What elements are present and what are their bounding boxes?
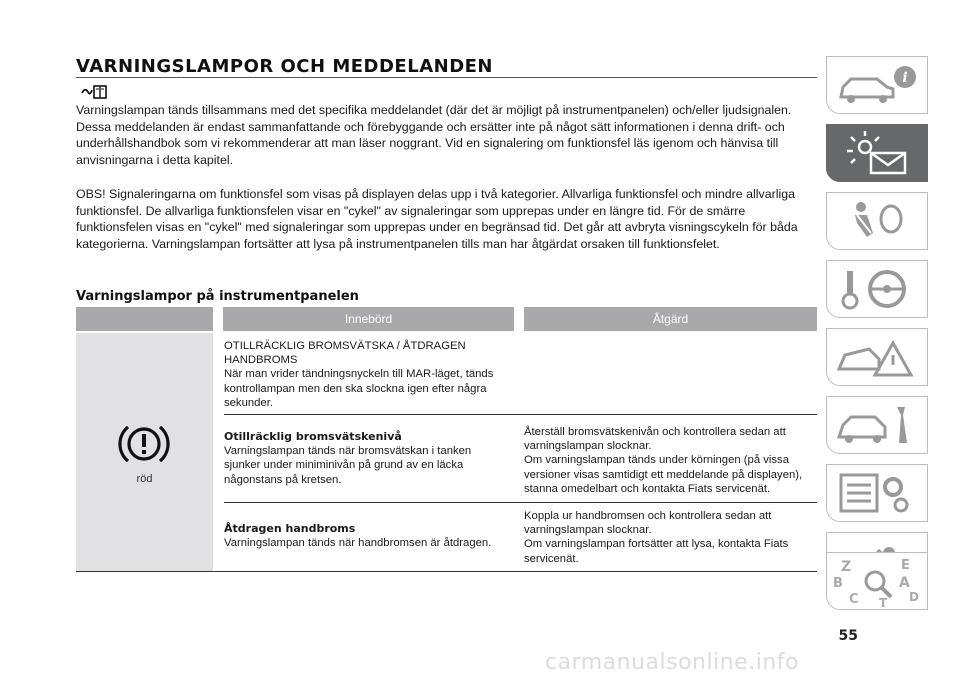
page-title: VARNINGSLAMPOR OCH MEDDELANDEN — [76, 56, 493, 77]
row-action — [524, 425, 819, 496]
alphabetical-index-icon — [827, 553, 927, 609]
index-letter: B — [833, 576, 843, 591]
header-meaning: Innebörd — [344, 312, 393, 326]
index-letter: T — [879, 596, 888, 609]
row-action-line: servicenät. — [524, 552, 579, 565]
header-action: Åtgärd — [652, 312, 689, 326]
tab-index[interactable] — [826, 552, 928, 610]
technical-data-icon — [827, 465, 927, 521]
row-action-line: Om varningslampan tänds under körningen (på vissa — [524, 454, 789, 467]
row-divider — [224, 502, 817, 503]
row-action-line: stanna omedelbart och kontakta Fiats servicenät. — [524, 482, 771, 495]
obs-paragraph: OBS! Signaleringarna om funktionsfel som visas på displayen delas upp i två kategorier. Allvarliga funktionsfel och mindre allvarliga funktionsfel. De allvarliga funktionsfelen visar en "cykel" av signaleringar som upprepas under en längre tid. För de smärre funktionsfelen visas en "cykel" med signaleringar som upprepas under en begränsad tid. Det går att avbryta visningscykeln för båda kategorierna. Varningslampan fortsätter att lysa på instrumentpanelen tills man har åtgärdat orsaken till funktionsfelet. — [76, 187, 798, 251]
row-divider — [224, 414, 817, 415]
row-action-line: varningslampan slocknar. — [524, 524, 652, 537]
key-steering-wheel-icon — [827, 261, 927, 317]
row-meaning-line: När man vrider tändningsnyckeln till MAR-läget, tänds — [224, 368, 494, 381]
row-action-line: Koppla ur handbromsen och kontrollera sedan att — [524, 510, 772, 522]
warning-light-message-icon — [827, 125, 927, 181]
row-meaning-line: OTILLRÄCKLIG BROMSVÄTSKA / ÅTDRAGEN — [224, 340, 466, 352]
index-letter: D — [909, 590, 919, 604]
row-action-line: versioner visas samtidigt ett meddelande på displayen), — [524, 468, 803, 481]
header-separator — [213, 307, 223, 331]
row-action-line: Om varningslampan fortsätter att lysa, kontakta Fiats — [524, 538, 789, 551]
index-letter: A — [899, 575, 910, 591]
watermark: carmanualsonline.info — [545, 650, 799, 675]
row-meaning-title: Åtdragen handbroms — [224, 522, 356, 535]
tab-maintenance[interactable] — [826, 396, 928, 454]
row-meaning-line: sekunder. — [224, 396, 273, 409]
row-action — [524, 509, 819, 566]
tab-warning-lights[interactable] — [826, 124, 928, 182]
row-action-line: varningslampan slocknar. — [524, 440, 652, 453]
index-letter: E — [901, 558, 910, 573]
brake-warning-icon — [114, 421, 174, 467]
row-meaning-line: HANDBROMS — [224, 354, 298, 367]
section-title: Varningslampor på instrumentpanelen — [76, 289, 359, 304]
table-row — [224, 430, 514, 487]
row-meaning-title: Otillräcklig bromsvätskenivå — [224, 430, 402, 443]
svg-text:i: i — [902, 70, 908, 86]
airbag-seatbelt-icon — [827, 193, 927, 249]
car-emergency-icon — [827, 329, 927, 385]
row-meaning-line: Varningslampan tänds när handbromsen är åtdragen. — [224, 537, 492, 550]
table-row — [224, 339, 514, 410]
index-letter: Z — [841, 559, 852, 575]
lamp-color-label: röd — [136, 473, 153, 485]
lamp-cell — [76, 333, 213, 571]
tab-technical-data[interactable] — [826, 464, 928, 522]
row-action-line: Återställ bromsvätskenivån och kontrollera sedan att — [524, 426, 786, 438]
table-bottom-rule — [76, 571, 817, 572]
car-maintenance-icon — [827, 397, 927, 453]
tab-emergency[interactable] — [826, 328, 928, 386]
header-separator — [514, 307, 524, 331]
index-letter: C — [849, 592, 859, 607]
tab-safety[interactable] — [826, 192, 928, 250]
row-meaning-line: kontrollampan men den ska slockna igen efter några — [224, 382, 487, 395]
table-row — [224, 522, 514, 550]
row-meaning-line: Varningslampan tänds när bromsvätskan i tanken — [224, 445, 472, 458]
car-info-icon — [827, 57, 927, 113]
intro-paragraph: Varningslampan tänds tillsammans med det specifika meddelandet (där det är möjligt på instrumentpanelen) och/eller ljudsignalen. Dessa meddelanden är endast sammanfattande och förebyggande och ersätter inte på något sätt informationen i denna drift- och underhållshandbok som vi rekommenderar att man läser noggrant. Vid en signalering om funktionsfel läs igenom och hänvisa till anvisningarna i detta kapitel. — [76, 103, 792, 167]
book-note-icon — [78, 83, 108, 101]
row-meaning-line: någonstans på kretsen. — [224, 473, 342, 486]
tab-starting-driving[interactable] — [826, 260, 928, 318]
tab-car-info[interactable] — [826, 56, 928, 114]
title-rule — [76, 77, 817, 78]
row-meaning-line: sjunker under miniminivån på grund av en läcka — [224, 459, 464, 472]
page-number: 55 — [838, 628, 858, 644]
